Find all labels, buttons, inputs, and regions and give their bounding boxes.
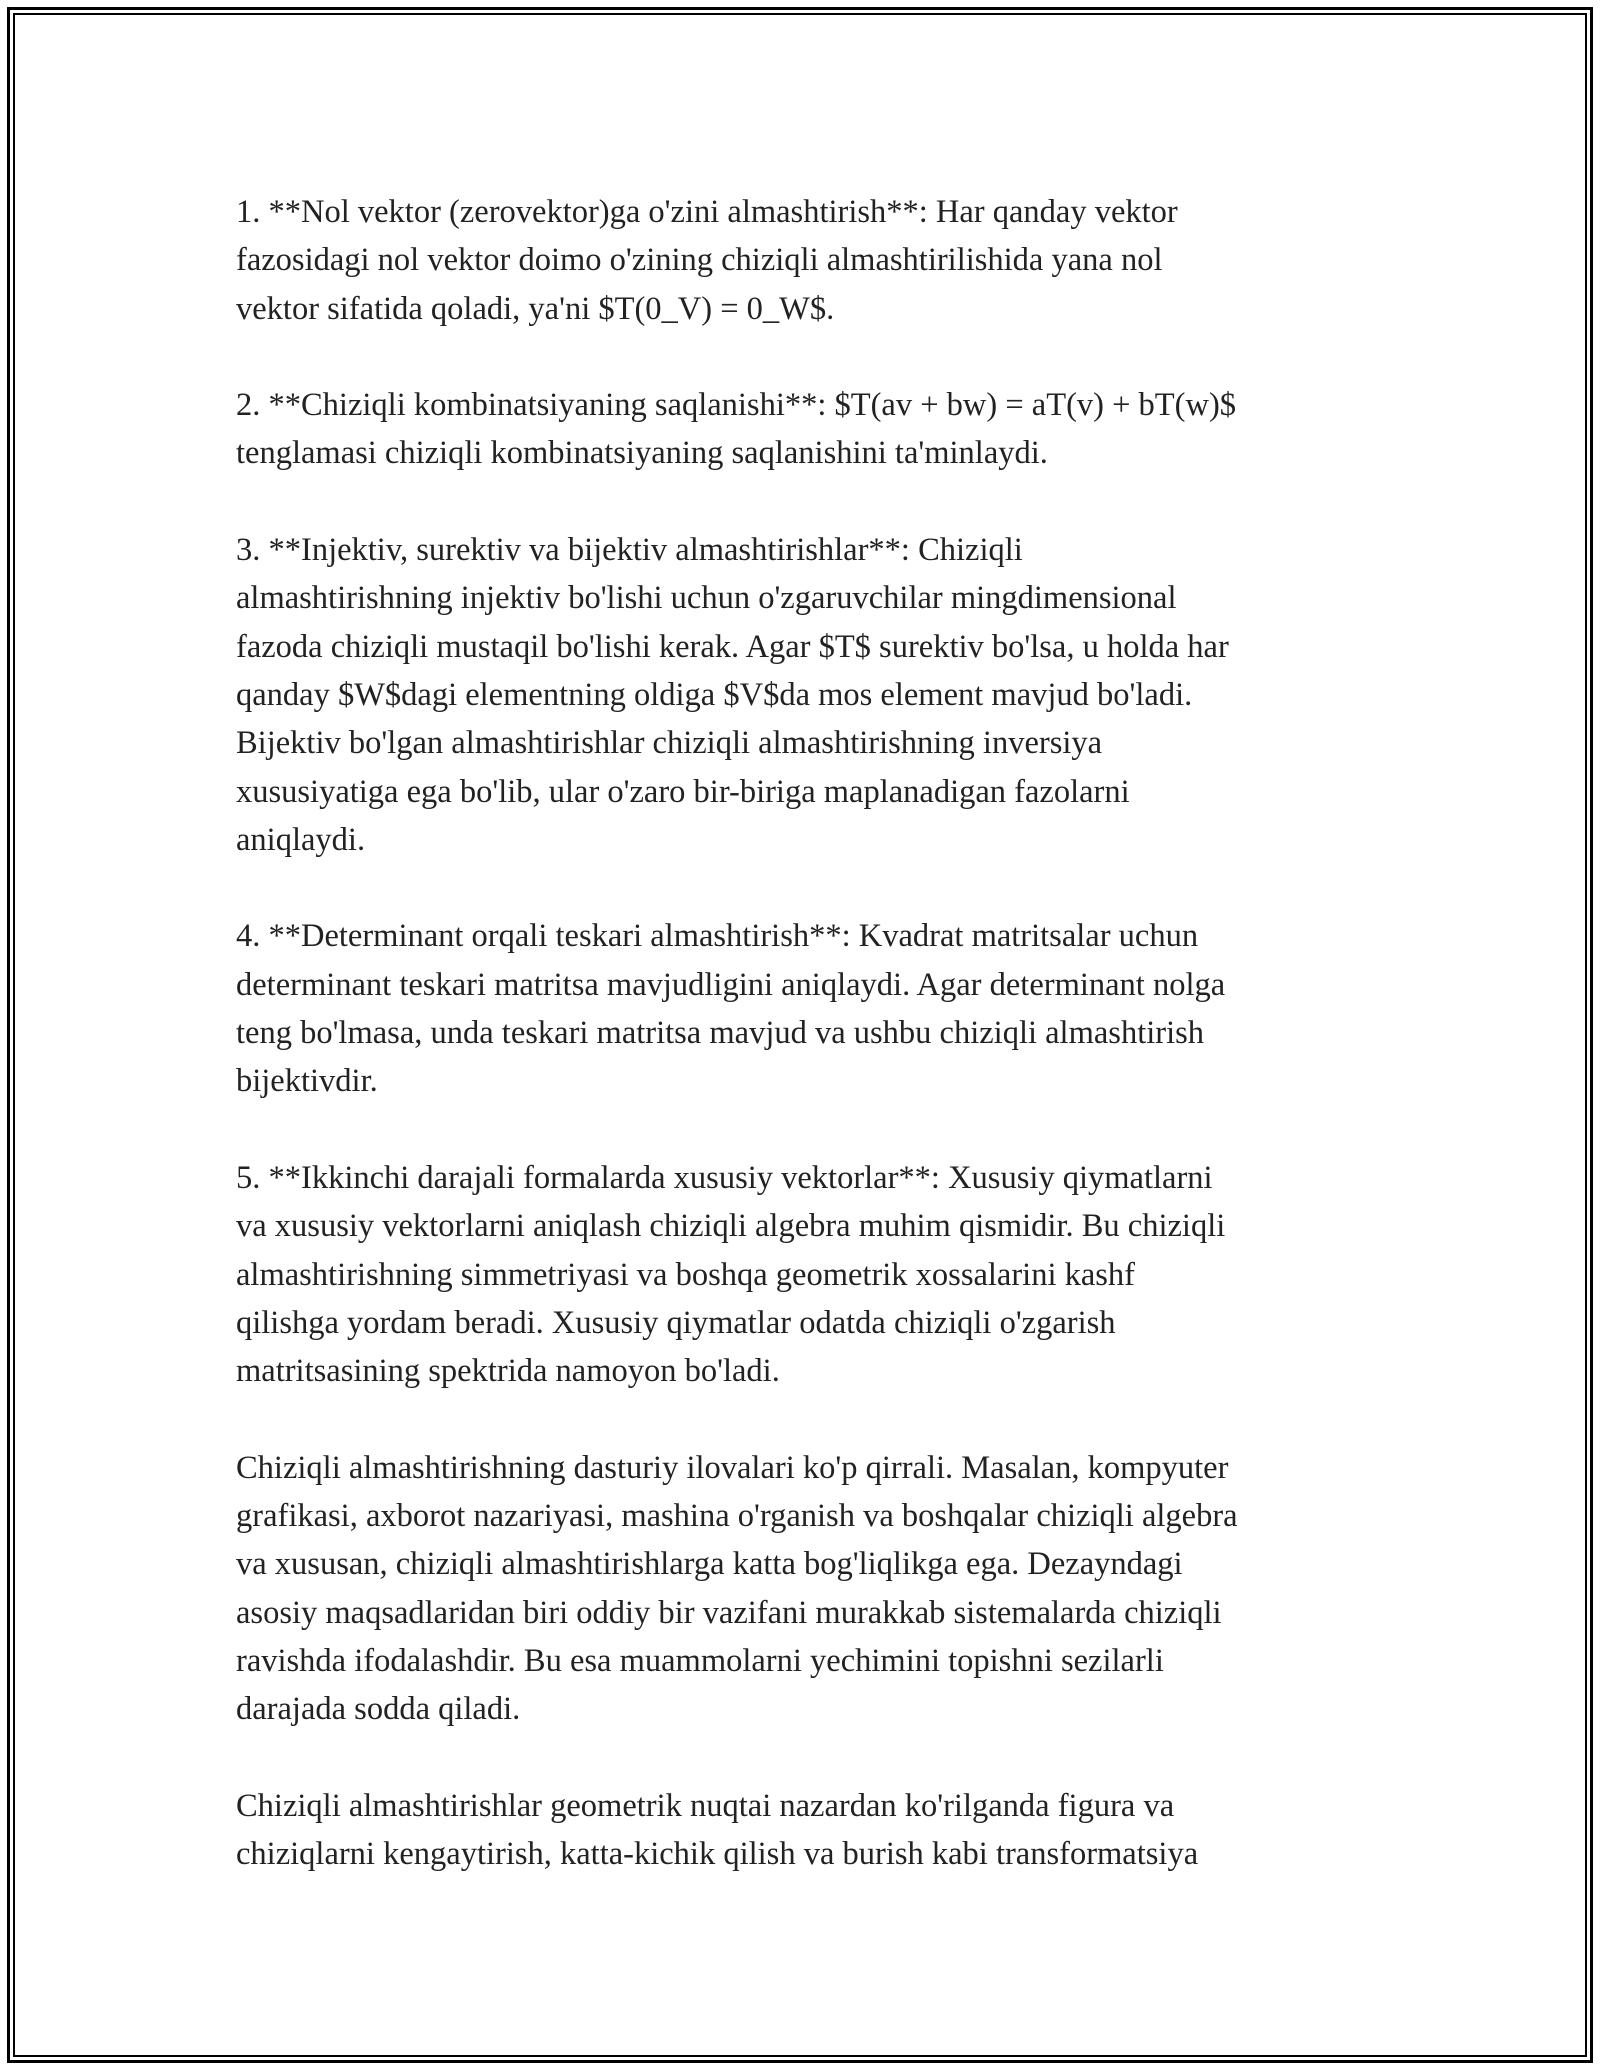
paragraph-item-3: 3. **Injektiv, surektiv va bijektiv almashtirishlar**: Chiziqli almashtirishning injektiv bo'lishi uchun o'zgaruvchilar mingdimensional fazoda chiziqli mustaqil bo'lishi kerak. Agar $T$ surektiv bo'lsa, u holda har qanday $W$dagi elementning oldiga $V$da mos element mavjud bo'ladi. Bijektiv bo'lgan almashtirishlar chiziqli almashtirishning inversiya xususiyatiga ega bo'lib, ular o'zaro bir-biriga maplanadigan fazolarni aniqlaydi. — [236, 532, 1229, 858]
paragraph-item-5: 5. **Ikkinchi darajali formalarda xususiy vektorlar**: Xususiy qiymatlarni va xususiy vektorlarni aniqlash chiziqli algebra muhim qismidir. Bu chiziqli almashtirishning simmetriyasi va boshqa geometrik xossalarini kashf qilishga yordam beradi. Xususiy qiymatlar odatda chiziqli o'zgarish matritsasining spektrida namoyon bo'ladi. — [236, 1159, 1226, 1390]
paragraph-item-1: 1. **Nol vektor (zerovektor)ga o'zini almashtirish**: Har qanday vektor fazosidagi nol vektor doimo o'zining chiziqli almashtirilishida yana nol vektor sifatida qoladi, ya'ni $T(0_V) = 0_W$. — [236, 194, 1178, 327]
paragraph-item-2: 2. **Chiziqli kombinatsiyaning saqlanishi**: $T(av + bw) = aT(v) + bT(w)$ tenglamasi chiziqli kombinatsiyaning saqlanishini ta'minlaydi. — [236, 387, 1237, 472]
document-body — [236, 188, 1386, 1927]
paragraph-geometric: Chiziqli almashtirishlar geometrik nuqtai nazardan ko'rilganda figura va chiziqlarni kengaytirish, katta-kichik qilish va burish kabi transformatsiya — [236, 1787, 1199, 1873]
paragraph-applications: Chiziqli almashtirishning dasturiy ilovalari ko'p qirrali. Masalan, kompyuter grafikasi, axborot nazariyasi, mashina o'rganish va boshqalar chiziqli algebra va xususan, chiziqli almashtirishlarga katta bog'liqlikga ega. Dezayndagi asosiy maqsadlaridan biri oddiy bir vazifani murakkab sistemalarda chiziqli ravishda ifodalashdir. Bu esa muammolarni yechimini topishni sezilarli darajada sodda qiladi. — [236, 1449, 1238, 1728]
paragraph-item-4: 4. **Determinant orqali teskari almashtirish**: Kvadrat matritsalar uchun determinant teskari matritsa mavjudligini aniqlaydi. Agar determinant nolga teng bo'lmasa, unda teskari matritsa mavjud va ushbu chiziqli almashtirish bijektivdir. — [236, 918, 1226, 1100]
